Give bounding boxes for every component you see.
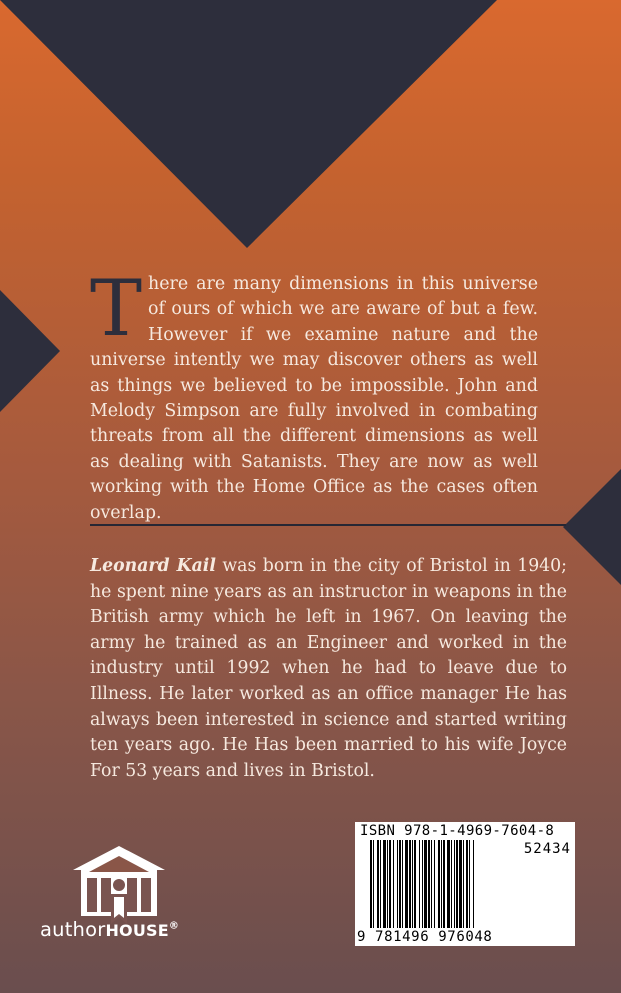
top-triangle [0, 0, 497, 248]
ean-digits: 9 781496 976048 [357, 929, 493, 945]
author-bio [90, 554, 567, 784]
drop-cap: T [90, 264, 143, 354]
publisher-logo [40, 840, 208, 960]
blurb-text: here are many dimensions in this universe of ours of which we are aware of but a few. However if we examine nature and the universe intently we may discover others as well as things we believed to be impossible. John and Melody Simpson are fully involved in combating threats from all the different dimensions as well as dealing with Satanists. They are now as well working with the Home Office as the cases often overlap. [90, 274, 538, 523]
left-triangle [0, 290, 60, 412]
barcode-bars [370, 840, 522, 928]
price-code: 52434 [523, 841, 571, 857]
section-divider [90, 524, 566, 526]
isbn-barcode [355, 822, 575, 946]
author-name: Leonard Kail [90, 556, 216, 576]
isbn-label: ISBN 978-1-4969-7604-8 [360, 823, 555, 839]
right-triangle [563, 469, 621, 585]
publisher-name: authorHOUSE® [40, 918, 180, 941]
back-cover-blurb [90, 264, 538, 526]
house-book-icon [73, 846, 165, 924]
bio-text: was born in the city of Bristol in 1940; he spent nine years as an instructor in weapons in the British army which he left in 1967. On leaving the army he trained as an Engineer and worked in the industry until 1992 when he had to leave due to Illness. He later worked as an office manager He has always been interested in science and started writing ten years ago. He Has been married to his wife Joyce For 53 years and lives in Bristol. [90, 556, 567, 781]
